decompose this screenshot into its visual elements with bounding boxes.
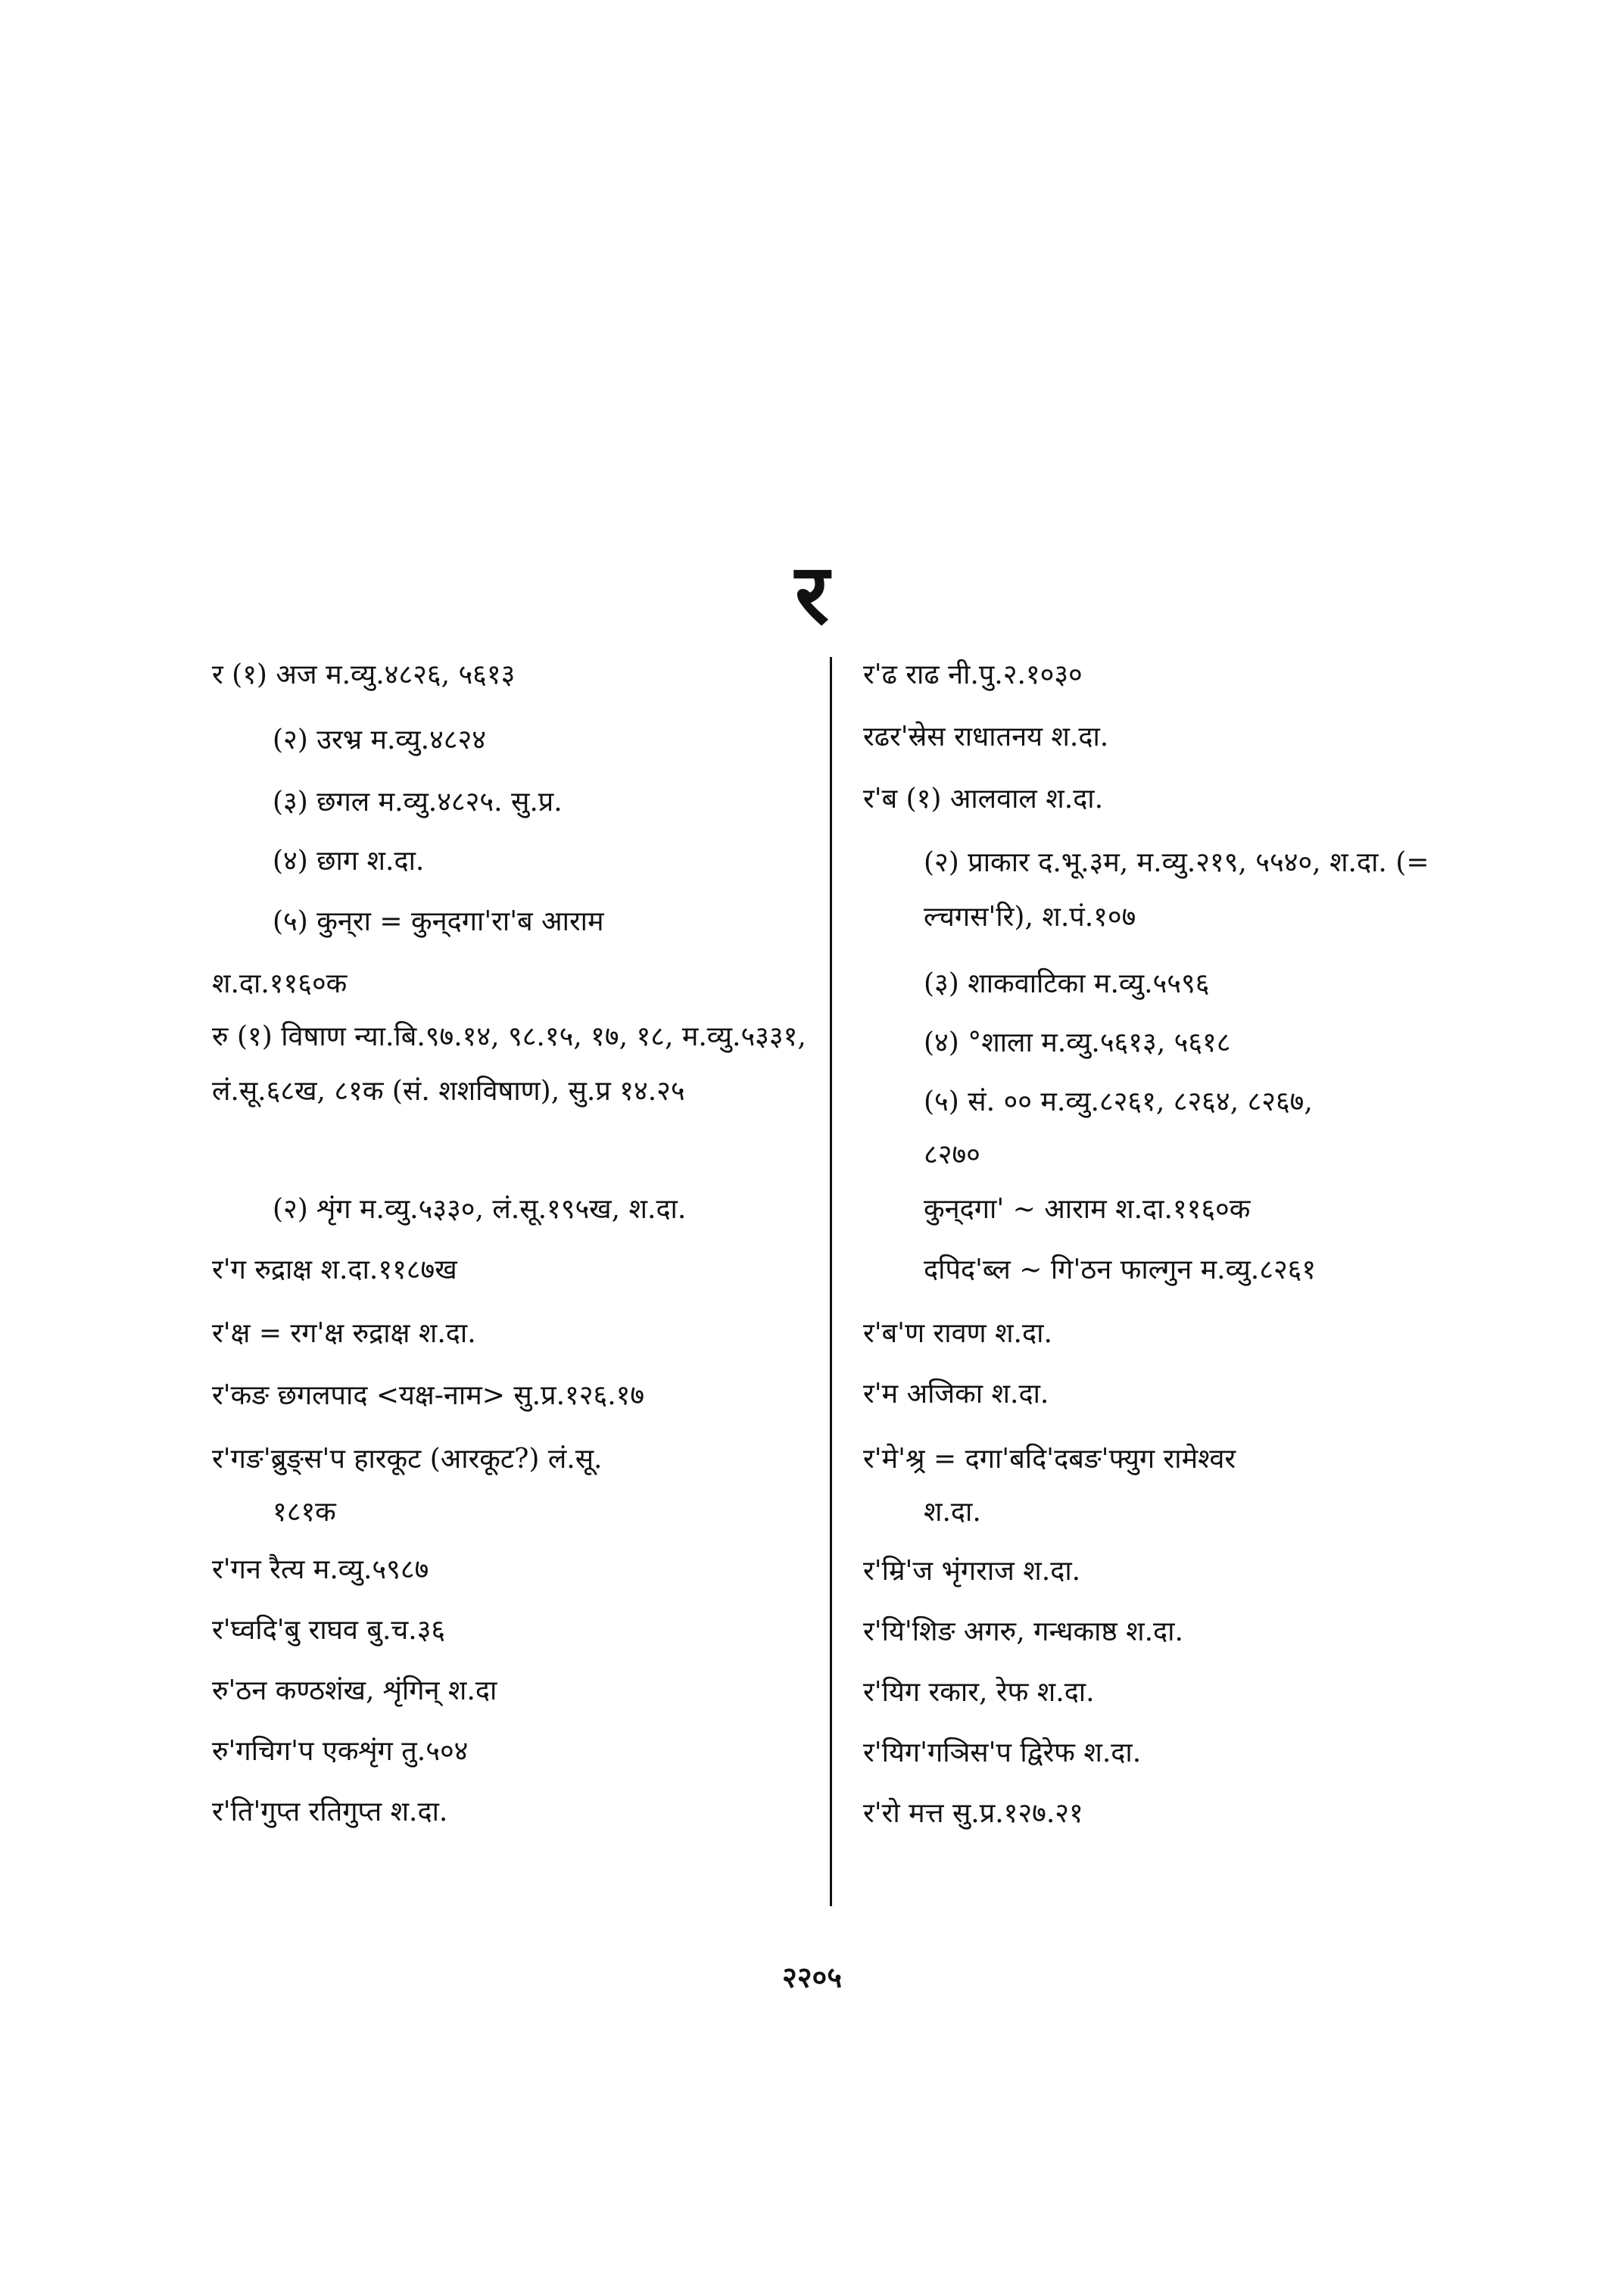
entry: र'मे'श्र्र = दगा'बदि'दबङ'फ्युग रामेश्वर bbox=[863, 1444, 1236, 1475]
entry: र'म अजिका श.दा. bbox=[863, 1379, 1049, 1410]
entry: रढर'स्रेस राधातनय श.दा. bbox=[863, 721, 1109, 752]
entry: (४) °शाला म.व्यु.५६१३, ५६१८ bbox=[924, 1027, 1231, 1058]
entry: रु'ठन कण्ठशंख, शृंगिन् श.दा bbox=[212, 1675, 497, 1706]
entry: (४) छाग श.दा. bbox=[273, 846, 425, 877]
entry: (५) सं. ०० म.व्यु.८२६१, ८२६४, ८२६७, bbox=[924, 1086, 1313, 1117]
entry: र'यिग रकार, रेफ श.दा. bbox=[863, 1677, 1095, 1708]
entry: र'घ्वदि'बु राघव बु.च.३६ bbox=[212, 1615, 446, 1646]
entry: १८१क bbox=[273, 1497, 336, 1528]
entry: रु (१) विषाण न्या.बि.९७.१४, ९८.१५, १७, १८, म.व्यु.५३३१, लं.सू.६८ख, ८१क (सं. शशविषाण), सु.प्र १४.२५ bbox=[212, 1021, 806, 1107]
column-divider bbox=[830, 657, 832, 1906]
entry: ८२७० bbox=[924, 1139, 980, 1170]
entry: र'गङ'ब्रुङ्स'प हारकूट (आरकूट?) लं.सू. bbox=[212, 1444, 603, 1475]
entry: रु'गचिग'प एकशृंग तु.५०४ bbox=[212, 1736, 469, 1767]
entry: (३) छगल म.व्यु.४८२५. सु.प्र. bbox=[273, 787, 563, 818]
entry: (२) शृंग म.व्यु.५३३०, लं.सू.१९५ख, श.दा. bbox=[273, 1194, 687, 1225]
page-number: २२०५ bbox=[781, 1960, 843, 1994]
entry: (२) उरभ्र म.व्यु.४८२४ bbox=[273, 724, 486, 756]
entry: दपिद'ब्ल ~ गि'ठन फाल्गुन म.व्यु.८२६१ bbox=[924, 1254, 1317, 1285]
page-heading: र bbox=[795, 545, 829, 643]
entry: र'ढ राढ नी.पु.२.१०३० bbox=[863, 659, 1083, 690]
entry: र'यिग'गञिस'प द्विरेफ श.दा. bbox=[863, 1737, 1142, 1768]
entry: र'ति'गुप्त रतिगुप्त श.दा. bbox=[212, 1796, 448, 1827]
entry: र'ब'ण रावण श.दा. bbox=[863, 1318, 1052, 1349]
entry: र'ग रुद्राक्ष श.दा.११८७ख bbox=[212, 1254, 457, 1285]
entry: श.दा. bbox=[924, 1497, 981, 1528]
entry: (३) शाकवाटिका म.व्यु.५५९६ bbox=[924, 968, 1210, 999]
entry: (५) कुन्‌रा = कुन्‌दगा'रा'ब आराम bbox=[273, 906, 604, 937]
entry: कुन्‌दगा' ~ आराम श.दा.११६०क bbox=[924, 1194, 1251, 1225]
entry: श.दा.११६०क bbox=[212, 968, 348, 999]
entry: र'गन रैत्य म.व्यु.५९८७ bbox=[212, 1554, 429, 1585]
entry: र'म्रि'ज भृंगराज श.दा. bbox=[863, 1556, 1081, 1587]
entry: र'कङ छगलपाद <यक्ष-नाम> सु.प्र.१२६.१७ bbox=[212, 1380, 645, 1411]
entry: (२) प्राकार द.भू.३म, म.व्यु.२१९, ५५४०, श.दा. (= ल्चगस'रि), श.पं.१०७ bbox=[924, 847, 1429, 933]
entry: र (१) अज म.व्यु.४८२६, ५६१३ bbox=[212, 659, 516, 690]
entry: र'क्ष = रग'क्ष रुद्राक्ष श.दा. bbox=[212, 1318, 476, 1349]
entry: र'यि'शिङ अगरु, गन्धकाष्ठ श.दा. bbox=[863, 1616, 1183, 1647]
entry: र'ब (१) आलवाल श.दा. bbox=[863, 784, 1104, 815]
entry: र'रो मत्त सु.प्र.१२७.२१ bbox=[863, 1798, 1083, 1829]
